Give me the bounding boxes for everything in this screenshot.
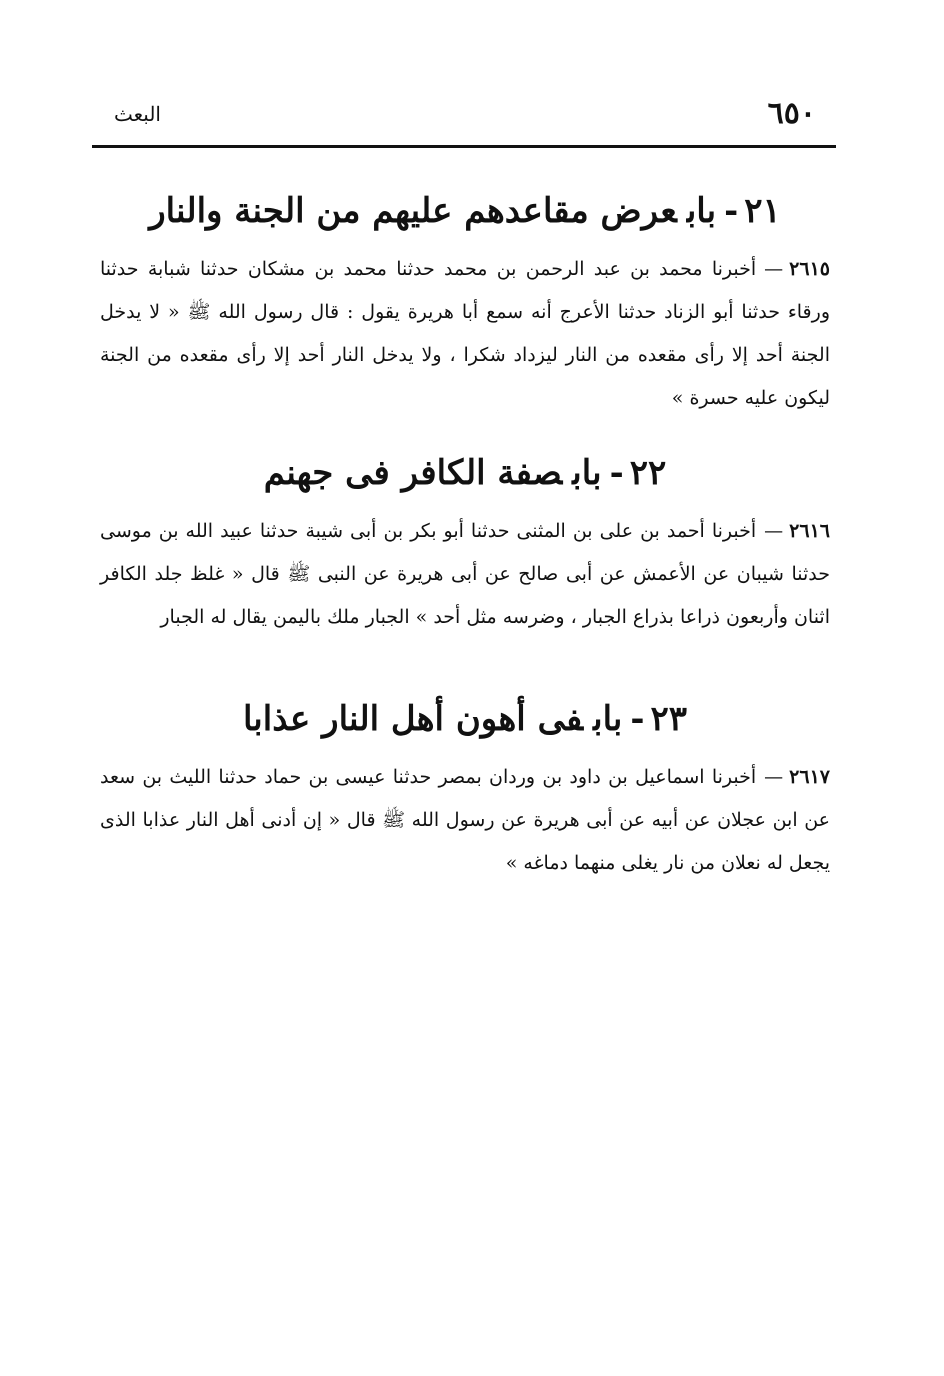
chapter-22 [100,448,830,658]
running-title: البعث [114,102,161,126]
chapter-separator: - [724,191,739,231]
chapter-heading [100,186,830,236]
hadith-number: ٢٦١٥ [789,258,830,280]
chapter-separator: - [630,699,645,739]
bab-word: باب [572,453,602,493]
chapter-number: ٢٢ [629,453,667,493]
chapter-heading [100,694,830,744]
chapter-title: فى أهون أهل النار عذابا [242,699,584,739]
hadith-dash: — [764,258,784,280]
hadith-text: أخبرنا أحمد بن على بن المثنى حدثنا أبو بكر بن أبى شيبة حدثنا عبيد الله بن موسى حدثنا شيبان عن الأعمش عن أبى صالح عن أبى هريرة عن النبى ﷺ قال « غلظ جلد الكافر اثنان وأربعون ذراعا بذراع الجبار ، وضرسه مثل أحد » الجبار ملك باليمن يقال له الجبار [100,520,830,628]
running-header [92,92,836,140]
hadith-text: أخبرنا اسماعيل بن داود بن وردان بمصر حدثنا عيسى بن حماد حدثنا الليث بن سعد عن ابن عجلان عن أبيه عن أبى هريرة عن رسول الله ﷺ قال « إن أدنى أهل النار عذابا الذى يجعل له نعلان من نار يغلى منهما دماغه » [100,766,830,874]
hadith-dash: — [764,520,784,542]
chapter-title: صفة الكافر فى جهنم [263,453,563,493]
chapter-separator: - [609,453,624,493]
chapter-heading [100,448,830,498]
hadith-dash: — [764,766,784,788]
hadith-text: أخبرنا محمد بن عبد الرحمن بن محمد حدثنا محمد بن مشكان حدثنا شبابة حدثنا ورقاء حدثنا أبو الزناد حدثنا الأعرج أنه سمع أبا هريرة يقول : قال رسول الله ﷺ « لا يدخل الجنة أحد إلا رأى مقعده من النار ليزداد شكرا ، ولا يدخل النار أحد إلا رأى مقعده من الجنة ليكون عليه حسرة » [100,258,830,409]
chapter-title: عرض مقاعدهم عليهم من الجنة والنار [149,191,677,231]
bab-word: باب [593,699,623,739]
hadith-paragraph [100,756,830,885]
chapter-number: ٢٣ [650,699,688,739]
chapter-21 [100,186,830,439]
header-rule [92,145,836,148]
chapter-number: ٢١ [744,191,781,231]
page-number: ٦٥٠ [767,96,816,131]
hadith-paragraph [100,510,830,639]
hadith-number: ٢٦١٧ [789,766,830,788]
hadith-paragraph [100,248,830,420]
hadith-number: ٢٦١٦ [789,520,830,542]
bab-word: باب [686,191,717,231]
chapter-23 [100,694,830,904]
